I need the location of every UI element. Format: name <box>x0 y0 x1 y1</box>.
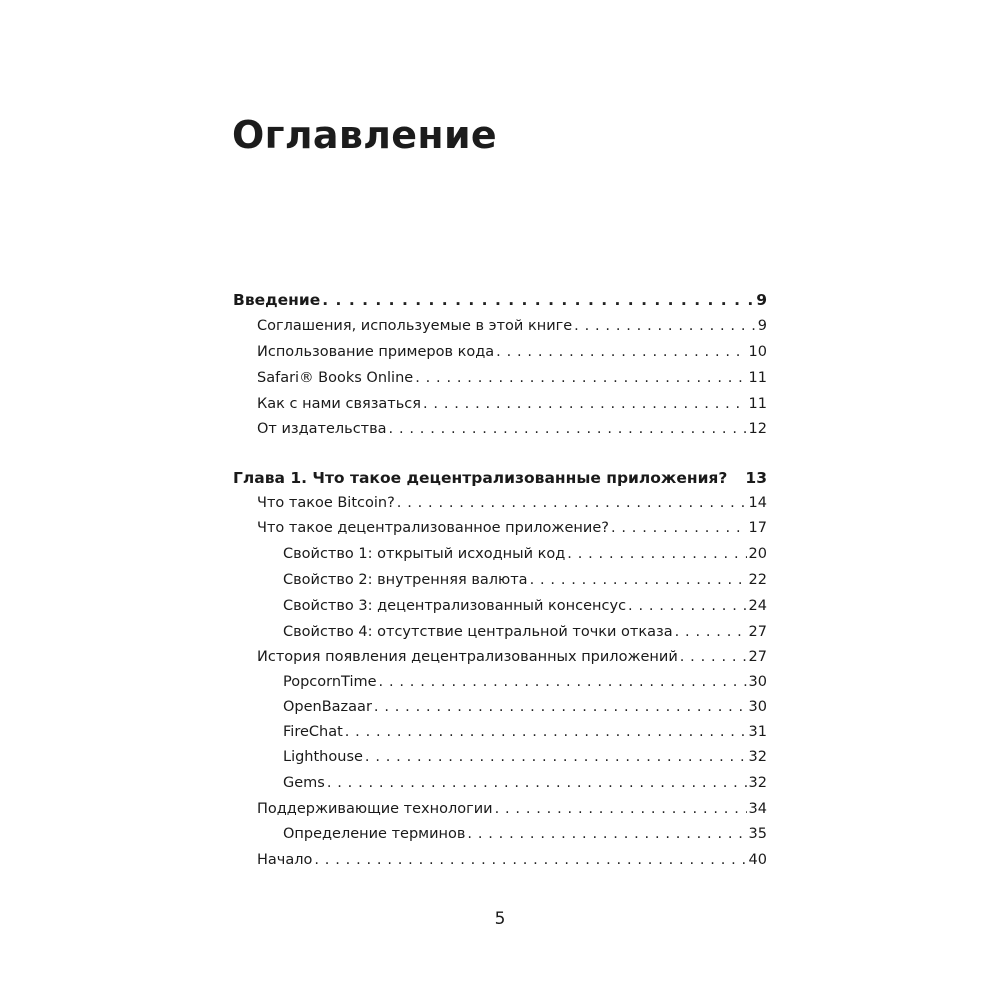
toc-entry-label: Safari® Books Online <box>257 370 414 386</box>
toc-entry[interactable] <box>233 749 767 771</box>
toc-chapter-entry[interactable] <box>233 291 767 313</box>
toc-entry-page: 12 <box>748 421 767 437</box>
toc-entry[interactable] <box>233 775 767 797</box>
toc-entry-label: Начало <box>257 852 313 868</box>
toc-entry[interactable] <box>233 421 767 443</box>
toc-entry[interactable] <box>233 826 767 848</box>
dot-leader <box>389 421 747 437</box>
toc-entry-page: 40 <box>748 852 767 868</box>
toc-entry-label: Свойство 1: открытый исходный код <box>283 546 566 562</box>
toc-entry-label: Lighthouse <box>283 749 363 765</box>
toc-entry-label: Свойство 2: внутренняя валюта <box>283 572 528 588</box>
dot-leader <box>496 344 746 360</box>
toc-entry-label: Свойство 4: отсутствие центральной точки отказа <box>283 624 673 640</box>
toc-entry-label: OpenBazaar <box>283 699 372 715</box>
toc-entry-page: 20 <box>748 546 767 562</box>
toc-entry[interactable] <box>233 318 767 340</box>
dot-leader <box>345 724 747 740</box>
toc-entry-page: 27 <box>748 624 767 640</box>
dot-leader <box>680 649 747 665</box>
toc-entry-page: 22 <box>748 572 767 588</box>
dot-leader <box>467 826 746 842</box>
dot-leader <box>415 370 746 386</box>
toc-entry-label: Глава 1. Что такое децентрализованные приложения? <box>233 469 728 487</box>
toc-entry-page: 14 <box>748 495 767 511</box>
toc-entry-page: 13 <box>745 469 767 487</box>
toc-entry-page: 9 <box>757 318 767 334</box>
toc-entry-page: 31 <box>748 724 767 740</box>
dot-leader <box>314 852 746 868</box>
toc-entry[interactable] <box>233 546 767 568</box>
toc-entry-page: 9 <box>756 291 767 309</box>
toc-entry-page: 24 <box>748 598 767 614</box>
toc-entry[interactable] <box>233 495 767 517</box>
toc-entry[interactable] <box>233 852 767 874</box>
toc-entry[interactable] <box>233 344 767 366</box>
toc-entry-label: Определение терминов <box>283 826 466 842</box>
toc-entry-page: 27 <box>748 649 767 665</box>
toc-entry-page: 30 <box>748 674 767 690</box>
dot-leader <box>530 572 747 588</box>
toc-entry-page: 10 <box>748 344 767 360</box>
toc-entry[interactable] <box>233 572 767 594</box>
dot-leader <box>628 598 747 614</box>
toc-entry[interactable] <box>233 699 767 721</box>
toc-entry-page: 35 <box>748 826 767 842</box>
toc-entry-page: 34 <box>748 801 767 817</box>
toc-entry[interactable] <box>233 370 767 392</box>
dot-leader <box>327 775 747 791</box>
toc-entry[interactable] <box>233 649 767 671</box>
toc-entry-label: Как с нами связаться <box>257 396 421 412</box>
toc-entry-page: 32 <box>748 775 767 791</box>
page-number: 5 <box>494 909 506 929</box>
toc-entry[interactable] <box>233 801 767 823</box>
toc-entry[interactable] <box>233 520 767 542</box>
toc-entry-label: История появления децентрализованных приложений <box>257 649 678 665</box>
toc-entry-label: Gems <box>283 775 325 791</box>
toc-entry-label: Введение <box>233 291 321 309</box>
dot-leader <box>365 749 747 765</box>
toc-entry-label: Соглашения, используемые в этой книге <box>257 318 573 334</box>
toc-entry-label: Свойство 3: децентрализованный консенсус <box>283 598 627 614</box>
toc-entry[interactable] <box>233 396 767 418</box>
dot-leader <box>322 291 754 309</box>
dot-leader <box>611 520 747 536</box>
toc-entry[interactable] <box>233 598 767 620</box>
dot-leader <box>567 546 746 562</box>
toc-entry[interactable] <box>233 724 767 746</box>
dot-leader <box>397 495 747 511</box>
toc-entry-page: 30 <box>748 699 767 715</box>
toc-chapter-entry[interactable] <box>233 469 767 491</box>
dot-leader <box>374 699 747 715</box>
dot-leader <box>423 396 747 412</box>
toc-entry[interactable] <box>233 624 767 646</box>
dot-leader <box>495 801 747 817</box>
dot-leader <box>675 624 747 640</box>
page-title: Оглавление <box>232 113 497 157</box>
toc-entry-page: 17 <box>748 520 767 536</box>
toc-entry-label: Использование примеров кода <box>257 344 495 360</box>
toc-entry-label: Поддерживающие технологии <box>257 801 493 817</box>
toc-entry-label: FireChat <box>283 724 343 740</box>
toc-entry-label: От издательства <box>257 421 387 437</box>
toc-entry-page: 11 <box>748 396 767 412</box>
toc-entry-label: Что такое Bitcoin? <box>257 495 395 511</box>
dot-leader <box>379 674 747 690</box>
toc-entry-page: 11 <box>748 370 767 386</box>
toc-entry-page: 32 <box>748 749 767 765</box>
dot-leader <box>574 318 756 334</box>
toc-entry-label: PopcornTime <box>283 674 377 690</box>
toc-entry-label: Что такое децентрализованное приложение? <box>257 520 609 536</box>
toc-entry[interactable] <box>233 674 767 696</box>
